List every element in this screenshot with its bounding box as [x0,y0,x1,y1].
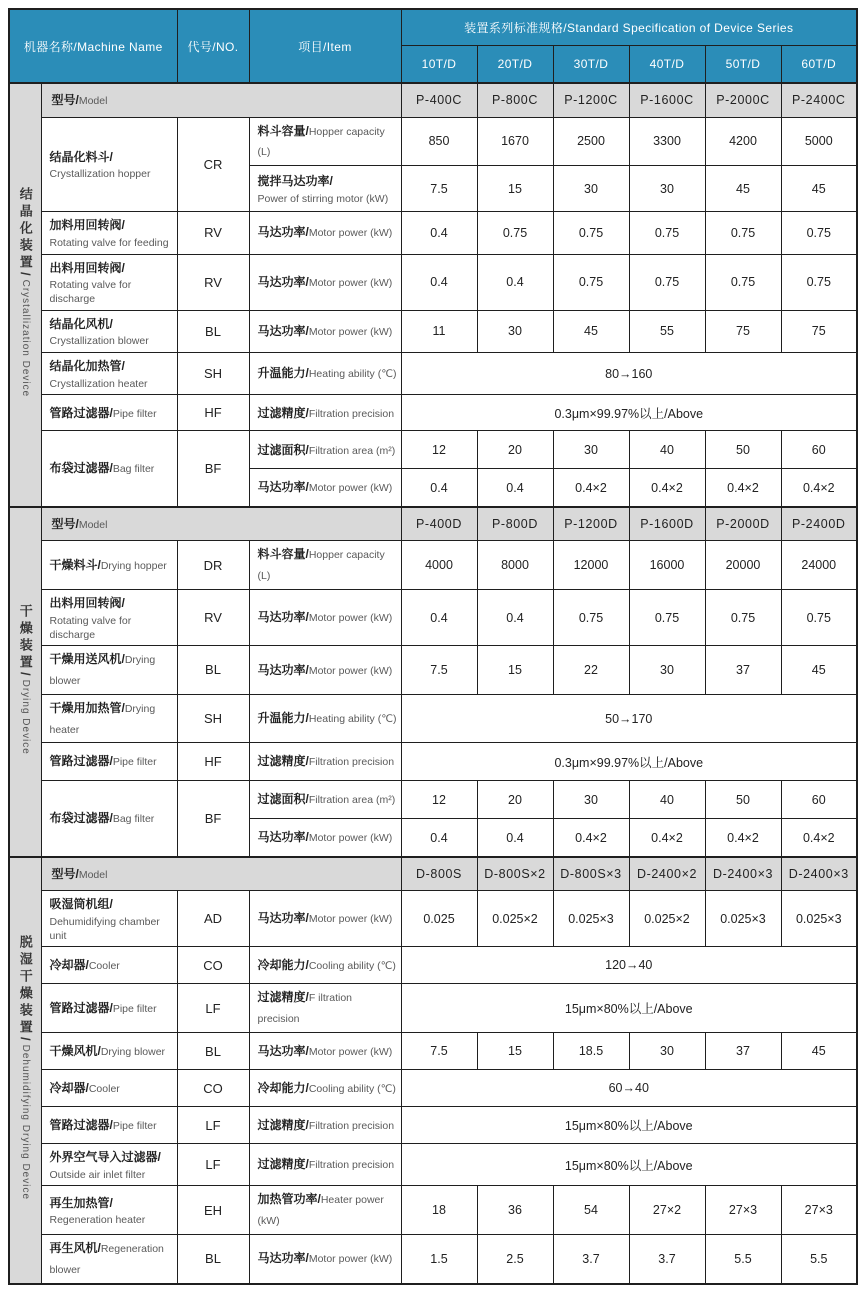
model-value: P-800C [477,83,553,117]
table-row [9,310,857,352]
spec-value: 22 [553,646,629,695]
spec-value: 60 [781,781,857,819]
model-value: D-800S×2 [477,857,553,891]
spec-value: 55 [629,310,705,352]
span-value-cell: 0.3μm×99.97%以上/Above [401,743,857,781]
table-row [9,891,857,947]
model-label: 型号/Model [41,857,401,891]
spec-value: 45 [705,166,781,212]
spec-value: 30 [477,310,553,352]
table-row [9,9,857,45]
spec-value: 37 [705,646,781,695]
spec-value: 3300 [629,117,705,166]
machine-name-cell: 加料用回转阀/ Rotating valve for feeding [41,212,177,254]
spec-value: 15 [477,166,553,212]
spec-value: 0.4×2 [553,469,629,507]
spec-value: 0.4×2 [781,819,857,857]
code-cell: RV [177,212,249,254]
machine-name-cell: 管路过滤器/Pipe filter [41,743,177,781]
span-value-cell: 15μm×80%以上/Above [401,984,857,1033]
model-value: P-2000C [705,83,781,117]
spec-value: 50 [705,781,781,819]
spec-value: 3.7 [629,1235,705,1284]
spec-title-header: 装置系列标准规格/Standard Specification of Device Series [401,9,857,45]
spec-value: 0.75 [781,212,857,254]
table-row [9,117,857,166]
spec-value: 0.75 [781,590,857,646]
spec-value: 30 [629,646,705,695]
no-header: 代号/NO. [177,9,249,83]
section-drying-device [9,507,857,857]
span-value-cell: 50→170 [401,694,857,743]
spec-value: 1670 [477,117,553,166]
span-value-cell: 0.3μm×99.97%以上/Above [401,395,857,431]
spec-value: 0.75 [477,212,553,254]
spec-value: 0.4 [477,819,553,857]
model-value: D-800S×3 [553,857,629,891]
capacity-header: 10T/D [401,45,477,83]
item-cell: 料斗容量/Hopper capacity (L) [249,117,401,166]
spec-value: 30 [553,431,629,469]
code-cell: RV [177,590,249,646]
spec-value: 0.75 [705,590,781,646]
spec-value: 18.5 [553,1033,629,1070]
code-cell: HF [177,743,249,781]
table-row [9,781,857,819]
table-row [9,507,857,541]
spec-value: 5.5 [781,1235,857,1284]
machine-name-cell: 布袋过滤器/Bag filter [41,431,177,507]
spec-value: 40 [629,431,705,469]
spec-value: 60 [781,431,857,469]
spec-value: 0.4 [401,590,477,646]
table-row [9,947,857,984]
machine-name-cell: 冷却器/Cooler [41,1070,177,1107]
capacity-header: 60T/D [781,45,857,83]
item-cell: 冷却能力/Cooling ability (℃) [249,947,401,984]
model-value: P-2400D [781,507,857,541]
table-row [9,395,857,431]
span-value-cell: 15μm×80%以上/Above [401,1107,857,1144]
spec-value: 20 [477,781,553,819]
model-value: D-800S [401,857,477,891]
section-dehumidifying-drying-device [9,857,857,1284]
spec-value: 30 [629,1033,705,1070]
table-row [9,1144,857,1186]
spec-value: 75 [781,310,857,352]
spec-value: 5.5 [705,1235,781,1284]
spec-value: 0.4 [477,469,553,507]
model-value: P-400D [401,507,477,541]
spec-value: 24000 [781,541,857,590]
spec-value: 2.5 [477,1235,553,1284]
spec-value: 7.5 [401,646,477,695]
table-row [9,254,857,310]
spec-value: 0.75 [629,590,705,646]
model-value: P-2000D [705,507,781,541]
table-row [9,541,857,590]
item-cell: 马达功率/Motor power (kW) [249,469,401,507]
spec-value: 0.4×2 [781,469,857,507]
machine-name-cell: 结晶化风机/ Crystallization blower [41,310,177,352]
machine-name-cell: 干燥用送风机/Drying blower [41,646,177,695]
spec-value: 45 [781,646,857,695]
item-cell: 过滤面积/Filtration area (m²) [249,431,401,469]
machine-name-cell: 吸湿筒机组/ Dehumidifying chamber unit [41,891,177,947]
spec-value: 16000 [629,541,705,590]
table-row [9,646,857,695]
spec-value: 5000 [781,117,857,166]
code-cell: LF [177,1107,249,1144]
spec-value: 0.4×2 [705,819,781,857]
code-cell: BL [177,646,249,695]
machine-name-cell: 冷却器/Cooler [41,947,177,984]
spec-value: 27×3 [705,1186,781,1235]
model-value: D-2400×2 [629,857,705,891]
spec-value: 0.4×2 [705,469,781,507]
capacity-header: 20T/D [477,45,553,83]
machine-name-cell: 干燥用加热管/Drying heater [41,694,177,743]
code-cell: SH [177,694,249,743]
table-row [9,857,857,891]
code-cell: CO [177,947,249,984]
code-cell: LF [177,984,249,1033]
span-value-cell: 60→40 [401,1070,857,1107]
spec-value: 30 [553,781,629,819]
item-cell: 过滤面积/Filtration area (m²) [249,781,401,819]
item-cell: 过滤精度/Filtration precision [249,395,401,431]
item-cell: 马达功率/Motor power (kW) [249,819,401,857]
section-label: 干燥装置/Drying Device [9,507,41,857]
table-row [9,83,857,117]
spec-value: 0.75 [629,254,705,310]
spec-value: 0.75 [705,212,781,254]
spec-value: 40 [629,781,705,819]
spec-value: 7.5 [401,1033,477,1070]
code-cell: HF [177,395,249,431]
item-cell: 过滤精度/Filtration precision [249,743,401,781]
machine-name-cell: 管路过滤器/Pipe filter [41,395,177,431]
spec-value: 75 [705,310,781,352]
table-row [9,1033,857,1070]
model-value: P-1200D [553,507,629,541]
machine-name-header: 机器名称/Machine Name [9,9,177,83]
code-cell: BL [177,310,249,352]
code-cell: BF [177,781,249,857]
spec-value: 37 [705,1033,781,1070]
spec-value: 0.75 [629,212,705,254]
machine-name-cell: 再生风机/Regeneration blower [41,1235,177,1284]
spec-value: 2500 [553,117,629,166]
spec-value: 0.4×2 [553,819,629,857]
spec-value: 30 [553,166,629,212]
spec-value: 36 [477,1186,553,1235]
spec-value: 45 [781,1033,857,1070]
spec-value: 0.4×2 [629,819,705,857]
spec-value: 0.4×2 [629,469,705,507]
spec-value: 0.025 [401,891,477,947]
item-cell: 马达功率/Motor power (kW) [249,1235,401,1284]
item-cell: 马达功率/Motor power (kW) [249,1033,401,1070]
section-label: 脱湿干燥装置/Dehumidifying Drying Device [9,857,41,1284]
model-value: P-1200C [553,83,629,117]
spec-value: 15 [477,646,553,695]
item-cell: 马达功率/Motor power (kW) [249,254,401,310]
spec-value: 0.75 [781,254,857,310]
spec-value: 1.5 [401,1235,477,1284]
machine-name-cell: 管路过滤器/Pipe filter [41,984,177,1033]
spec-value: 0.4 [401,254,477,310]
table-row [9,1235,857,1284]
machine-name-cell: 再生加热管/ Regeneration heater [41,1186,177,1235]
spec-value: 0.4 [401,819,477,857]
item-cell: 升温能力/Heating ability (℃) [249,694,401,743]
spec-value: 12000 [553,541,629,590]
spec-value: 45 [553,310,629,352]
code-cell: EH [177,1186,249,1235]
capacity-header: 40T/D [629,45,705,83]
table-row [9,743,857,781]
table-row [9,984,857,1033]
model-value: P-1600C [629,83,705,117]
table-row [9,694,857,743]
code-cell: BL [177,1235,249,1284]
spec-value: 4000 [401,541,477,590]
code-cell: CO [177,1070,249,1107]
item-cell: 升温能力/Heating ability (℃) [249,353,401,395]
item-cell: 马达功率/Motor power (kW) [249,590,401,646]
spec-value: 0.4 [401,469,477,507]
code-cell: CR [177,117,249,212]
model-value: D-2400×3 [705,857,781,891]
spec-value: 20 [477,431,553,469]
item-cell: 加热管功率/Heater power (kW) [249,1186,401,1235]
table-row [9,1070,857,1107]
item-header: 项目/Item [249,9,401,83]
spec-value: 0.025×3 [705,891,781,947]
machine-name-cell: 干燥风机/Drying blower [41,1033,177,1070]
item-cell: 马达功率/Motor power (kW) [249,891,401,947]
code-cell: BL [177,1033,249,1070]
item-cell: 搅拌马达功率/ Power of stirring motor (kW) [249,166,401,212]
spec-value: 0.75 [705,254,781,310]
spec-value: 4200 [705,117,781,166]
spec-value: 0.4 [401,212,477,254]
span-value-cell: 80→160 [401,353,857,395]
code-cell: LF [177,1144,249,1186]
spec-value: 850 [401,117,477,166]
machine-name-cell: 结晶化料斗/ Crystallization hopper [41,117,177,212]
spec-value: 0.025×3 [553,891,629,947]
spec-value: 0.025×3 [781,891,857,947]
item-cell: 冷却能力/Cooling ability (℃) [249,1070,401,1107]
spec-table [8,8,858,1285]
spec-value: 11 [401,310,477,352]
table-row [9,1186,857,1235]
spec-value: 27×2 [629,1186,705,1235]
machine-name-cell: 出料用回转阀/ Rotating valve for discharge [41,254,177,310]
code-cell: AD [177,891,249,947]
spec-value: 0.75 [553,212,629,254]
section-label: 结晶化装置/Crystallization Device [9,83,41,507]
model-value: P-800D [477,507,553,541]
spec-value: 45 [781,166,857,212]
spec-value: 15 [477,1033,553,1070]
spec-value: 18 [401,1186,477,1235]
code-cell: DR [177,541,249,590]
spec-value: 8000 [477,541,553,590]
item-cell: 过滤精度/Filtration precision [249,1144,401,1186]
model-value: P-2400C [781,83,857,117]
spec-value: 0.025×2 [477,891,553,947]
spec-value: 0.025×2 [629,891,705,947]
spec-value: 12 [401,781,477,819]
item-cell: 马达功率/Motor power (kW) [249,310,401,352]
machine-name-cell: 干燥料斗/Drying hopper [41,541,177,590]
section-crystallization-device [9,83,857,507]
model-label: 型号/Model [41,83,401,117]
spec-value: 0.75 [553,254,629,310]
model-value: P-400C [401,83,477,117]
machine-name-cell: 外界空气导入过滤器/ Outside air inlet filter [41,1144,177,1186]
span-value-cell: 15μm×80%以上/Above [401,1144,857,1186]
spec-value: 0.4 [477,254,553,310]
spec-value: 0.4 [477,590,553,646]
table-row [9,353,857,395]
capacity-header: 50T/D [705,45,781,83]
model-value: D-2400×3 [781,857,857,891]
capacity-header: 30T/D [553,45,629,83]
spec-value: 0.75 [553,590,629,646]
spec-value: 50 [705,431,781,469]
spec-value: 3.7 [553,1235,629,1284]
table-row [9,590,857,646]
spec-value: 30 [629,166,705,212]
spec-value: 12 [401,431,477,469]
spec-value: 54 [553,1186,629,1235]
item-cell: 马达功率/Motor power (kW) [249,646,401,695]
spec-value: 27×3 [781,1186,857,1235]
item-cell: 马达功率/Motor power (kW) [249,212,401,254]
code-cell: SH [177,353,249,395]
model-value: P-1600D [629,507,705,541]
spec-value: 20000 [705,541,781,590]
table-row [9,212,857,254]
machine-name-cell: 布袋过滤器/Bag filter [41,781,177,857]
item-cell: 过滤精度/F iltration precision [249,984,401,1033]
spec-value: 7.5 [401,166,477,212]
code-cell: RV [177,254,249,310]
code-cell: BF [177,431,249,507]
table-row [9,431,857,469]
machine-name-cell: 出料用回转阀/ Rotating valve for discharge [41,590,177,646]
item-cell: 料斗容量/Hopper capacity (L) [249,541,401,590]
model-label: 型号/Model [41,507,401,541]
machine-name-cell: 结晶化加热管/ Crystallization heater [41,353,177,395]
item-cell: 过滤精度/Filtration precision [249,1107,401,1144]
machine-name-cell: 管路过滤器/Pipe filter [41,1107,177,1144]
table-row [9,1107,857,1144]
table-header [9,9,857,83]
span-value-cell: 120→40 [401,947,857,984]
